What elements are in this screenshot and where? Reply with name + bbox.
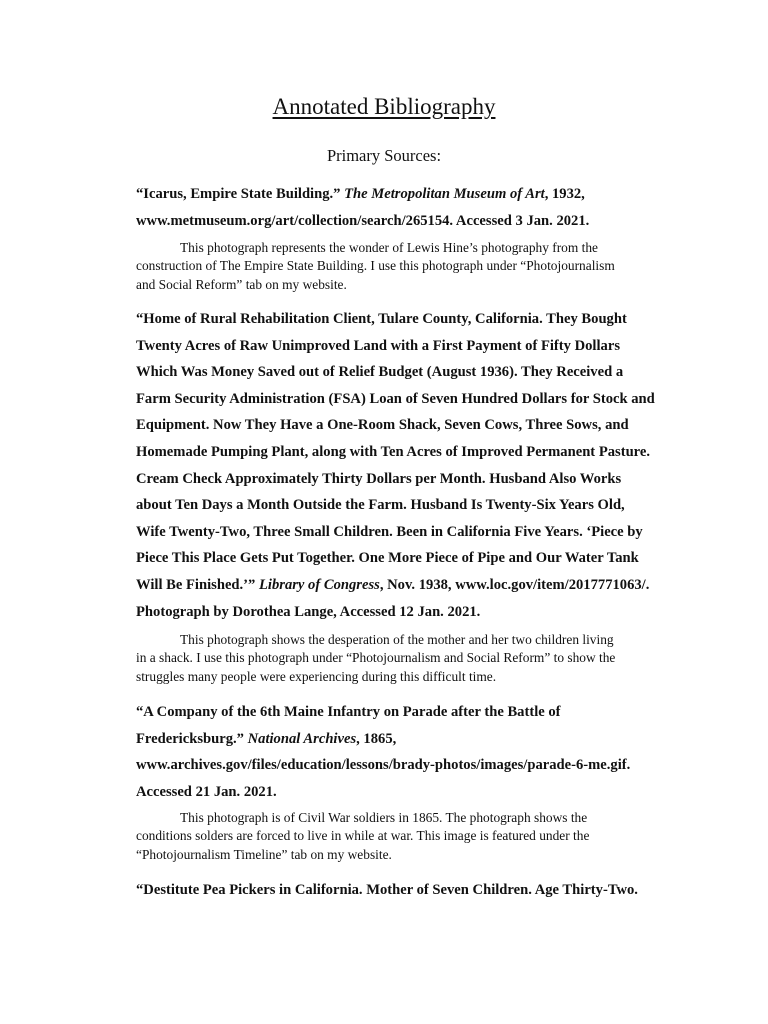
source-title: National Archives <box>247 730 357 747</box>
annotation-icarus: This photograph represents the wonder of Lewis Hine’s photography from the construction of The Empire State Building. I use this photograph under “Photojournalism and Social Reform” tab on my website. <box>136 240 615 292</box>
citation-pea-pickers: “Destitute Pea Pickers in California. Mother of Seven Children. Age Thirty-Two. <box>136 882 638 898</box>
section-heading: Primary Sources: <box>326 146 442 165</box>
source-title: The Metropolitan Museum of Art <box>344 186 545 202</box>
citation-maine-infantry: “A Company of the 6th Maine Infantry on Parade after the Battle of Fredericksburg.” National Archives, 1865, www.archives.gov/files/education/lessons/brady-photos/images/parade-6-me.gif. Accessed 21 Jan. 2021. <box>136 704 631 800</box>
citation-tulare-county: “Home of Rural Rehabilitation Client, Tulare County, California. They Bought Twenty Acres of Raw Unimproved Land with a First Payment of Fifty Dollars Which Was Money Saved out of Relief Budget (August 1936). They Received a Farm Security Administration (FSA) Loan of Seven Hundred Dollars for Stock and Equipment. Now They Have a One-Room Shack, Seven Cows, Three Sows, and Homemade Pumping Plant, along with Ten Acres of Improved Permanent Pasture. Cream Check Approximately Thirty Dollars per Month. Husband Also Works about Ten Days a Month Outside the Farm. Husband Is Twenty-Six Years Old, Wife Twenty-Two, Three Small Children. Been in California Five Years. ‘Piece by Piece This Place Gets Put Together. One More Piece of Pipe and Our Water Tank Will Be Finished.’” Library of Congress, Nov. 1938, www.loc.gov/item/2017771063/. Photograph by Dorothea Lange, Accessed 12 Jan. 2021. <box>136 311 655 620</box>
page-title: Annotated Bibliography <box>272 94 496 119</box>
citation-icarus: “Icarus, Empire State Building.” The Metropolitan Museum of Art, 1932, www.metmuseum.org/art/collection/search/265154. Accessed 3 Jan. 2021. <box>136 186 590 229</box>
annotation-tulare-county: This photograph shows the desperation of the mother and her two children living in a shack. I use this photograph under “Photojournalism and Social Reform” to show the struggles many people were experiencing during this difficult time. <box>136 632 616 684</box>
source-title: Library of Congress <box>259 576 380 593</box>
annotation-maine-infantry: This photograph is of Civil War soldiers in 1865. The photograph shows the conditions solders are forced to live in while at war. This image is featured under the “Photojournalism Timeline” tab on my website. <box>136 810 590 862</box>
